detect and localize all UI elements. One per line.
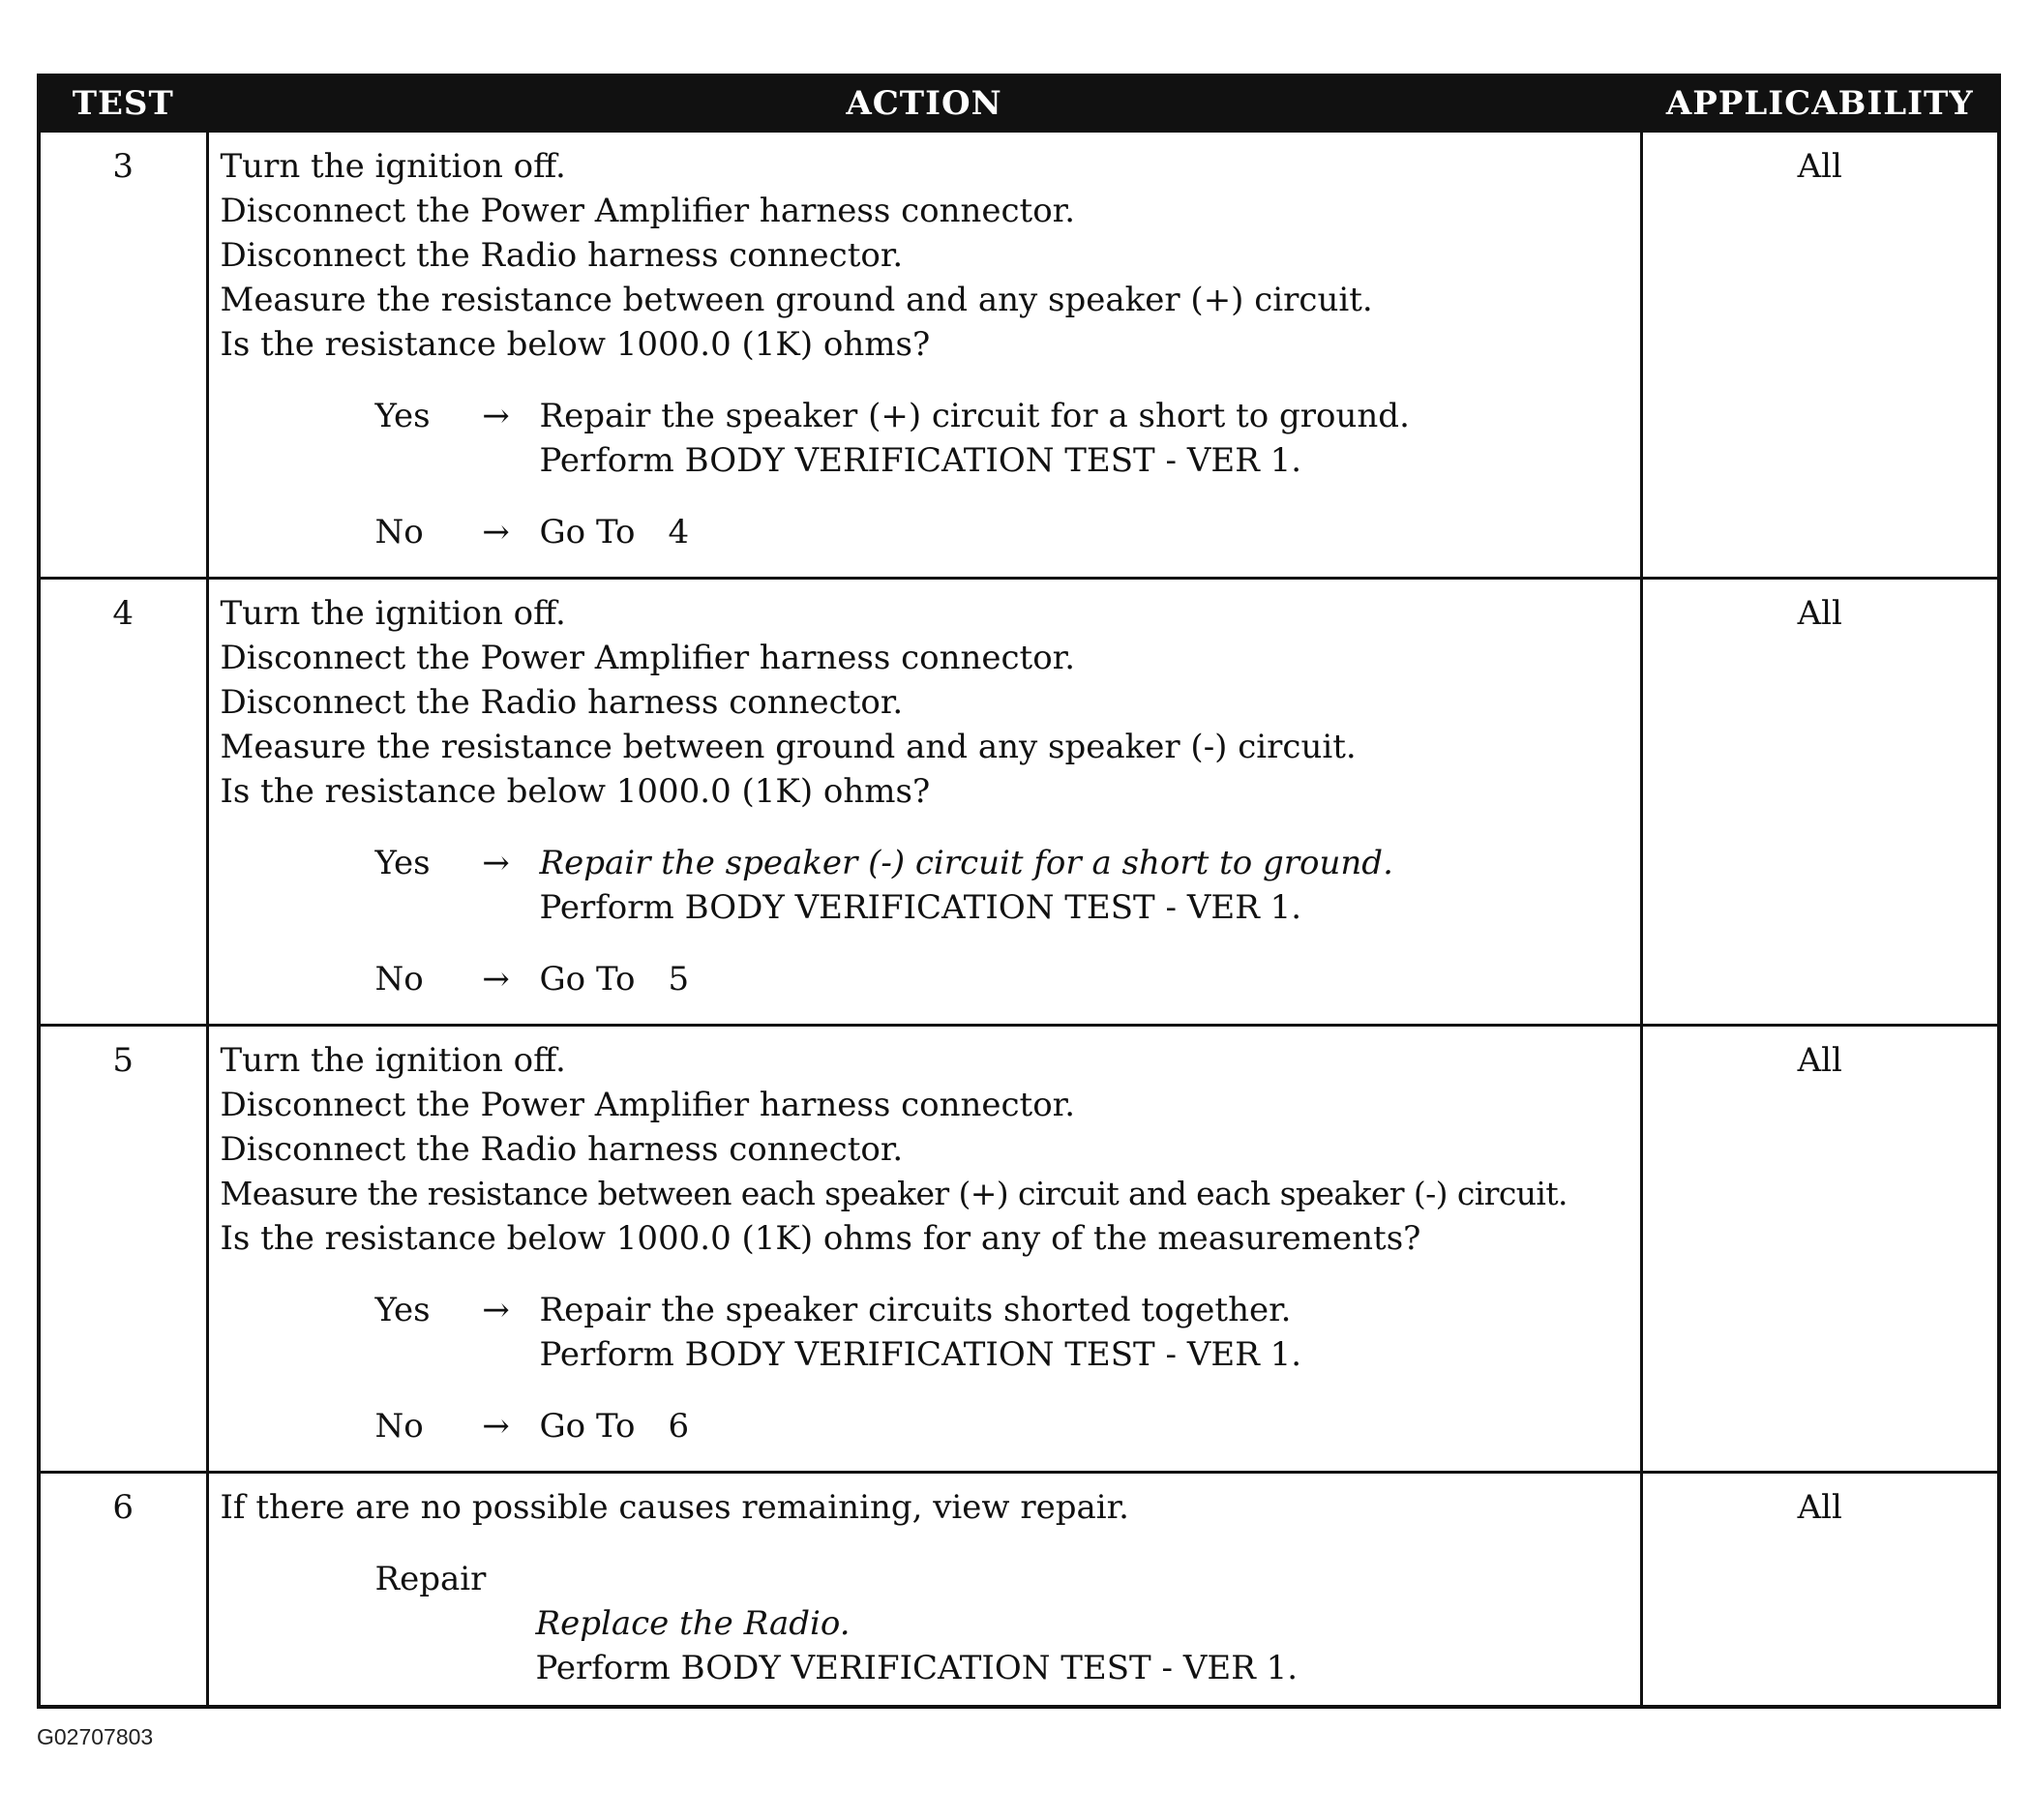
yes-instruction: Perform BODY VERIFICATION TEST - VER 1. (539, 888, 1302, 927)
action-step: Disconnect the Power Amplifier harness connector. (220, 192, 1076, 230)
goto-target: 4 (668, 513, 690, 552)
yes-instruction: Repair the speaker (-) circuit for a short to ground. (539, 844, 1393, 882)
header-test: TEST (39, 75, 207, 132)
yes-instruction: Perform BODY VERIFICATION TEST - VER 1. (539, 441, 1302, 480)
action-step: Is the resistance below 1000.0 (1K) ohms? (220, 325, 931, 364)
header-action: ACTION (207, 75, 1641, 132)
test-number: 6 (39, 1473, 207, 1707)
right-arrow-icon: → (482, 844, 510, 882)
action-step: Disconnect the Radio harness connector. (220, 683, 904, 722)
action-step: Disconnect the Power Amplifier harness connector. (220, 1086, 1076, 1124)
goto-target: 6 (668, 1407, 690, 1446)
goto-label: Go To (539, 1407, 636, 1446)
table-row (39, 579, 1999, 1026)
action-step: Disconnect the Radio harness connector. (220, 1130, 904, 1169)
test-number: 5 (39, 1026, 207, 1473)
diagnostic-test-table (37, 74, 2001, 1709)
action-step: Measure the resistance between each speaker (+) circuit and each speaker (-) circuit. (220, 1175, 1568, 1212)
yes-outcome (375, 394, 1630, 483)
yes-outcome (375, 841, 1630, 930)
action-step: If there are no possible causes remaining, view repair. (220, 1488, 1129, 1527)
right-arrow-icon: → (482, 1407, 510, 1446)
action-step: Measure the resistance between ground and any speaker (+) circuit. (220, 281, 1373, 319)
goto-label: Go To (539, 960, 636, 999)
applicability-value: All (1641, 579, 1999, 1026)
action-cell (207, 1473, 1641, 1707)
action-step: Measure the resistance between ground and any speaker (-) circuit. (220, 728, 1357, 766)
applicability-value: All (1641, 1473, 1999, 1707)
right-arrow-icon: → (482, 513, 510, 552)
test-number: 3 (39, 132, 207, 579)
yes-instruction: Perform BODY VERIFICATION TEST - VER 1. (539, 1335, 1302, 1374)
action-step: Is the resistance below 1000.0 (1K) ohms? (220, 772, 931, 811)
no-outcome (375, 510, 1630, 554)
repair-instruction: Replace the Radio. (535, 1604, 851, 1643)
header-applicability: APPLICABILITY (1641, 75, 1999, 132)
action-step: Disconnect the Radio harness connector. (220, 236, 904, 275)
table-row (39, 132, 1999, 579)
no-label: No (374, 513, 424, 552)
no-outcome (375, 1404, 1630, 1448)
action-cell (207, 132, 1641, 579)
action-cell (207, 579, 1641, 1026)
table-row (39, 1473, 1999, 1707)
table-row (39, 1026, 1999, 1473)
no-label: No (374, 960, 424, 999)
action-step: Turn the ignition off. (220, 147, 566, 186)
goto-target: 5 (668, 960, 690, 999)
no-label: No (374, 1407, 424, 1446)
action-step: Disconnect the Power Amplifier harness connector. (220, 639, 1076, 677)
action-cell (207, 1026, 1641, 1473)
yes-instruction: Repair the speaker (+) circuit for a short to ground. (539, 397, 1410, 435)
table-header-row (39, 75, 1999, 132)
action-step: Turn the ignition off. (220, 1041, 566, 1080)
goto-label: Go To (539, 513, 636, 552)
test-number: 4 (39, 579, 207, 1026)
repair-label: Repair (374, 1560, 487, 1598)
applicability-value: All (1641, 132, 1999, 579)
no-outcome (375, 957, 1630, 1001)
action-step: Turn the ignition off. (220, 594, 566, 633)
applicability-value: All (1641, 1026, 1999, 1473)
right-arrow-icon: → (482, 397, 510, 435)
right-arrow-icon: → (482, 1291, 510, 1329)
action-step: Is the resistance below 1000.0 (1K) ohms for any of the measurements? (220, 1219, 1421, 1258)
yes-label: Yes (374, 1291, 431, 1329)
yes-outcome (375, 1288, 1630, 1377)
right-arrow-icon: → (482, 960, 510, 999)
yes-instruction: Repair the speaker circuits shorted together. (539, 1291, 1292, 1329)
figure-id: G02707803 (37, 1724, 154, 1749)
repair-instruction: Perform BODY VERIFICATION TEST - VER 1. (535, 1649, 1299, 1687)
yes-label: Yes (374, 844, 431, 882)
yes-label: Yes (374, 397, 431, 435)
